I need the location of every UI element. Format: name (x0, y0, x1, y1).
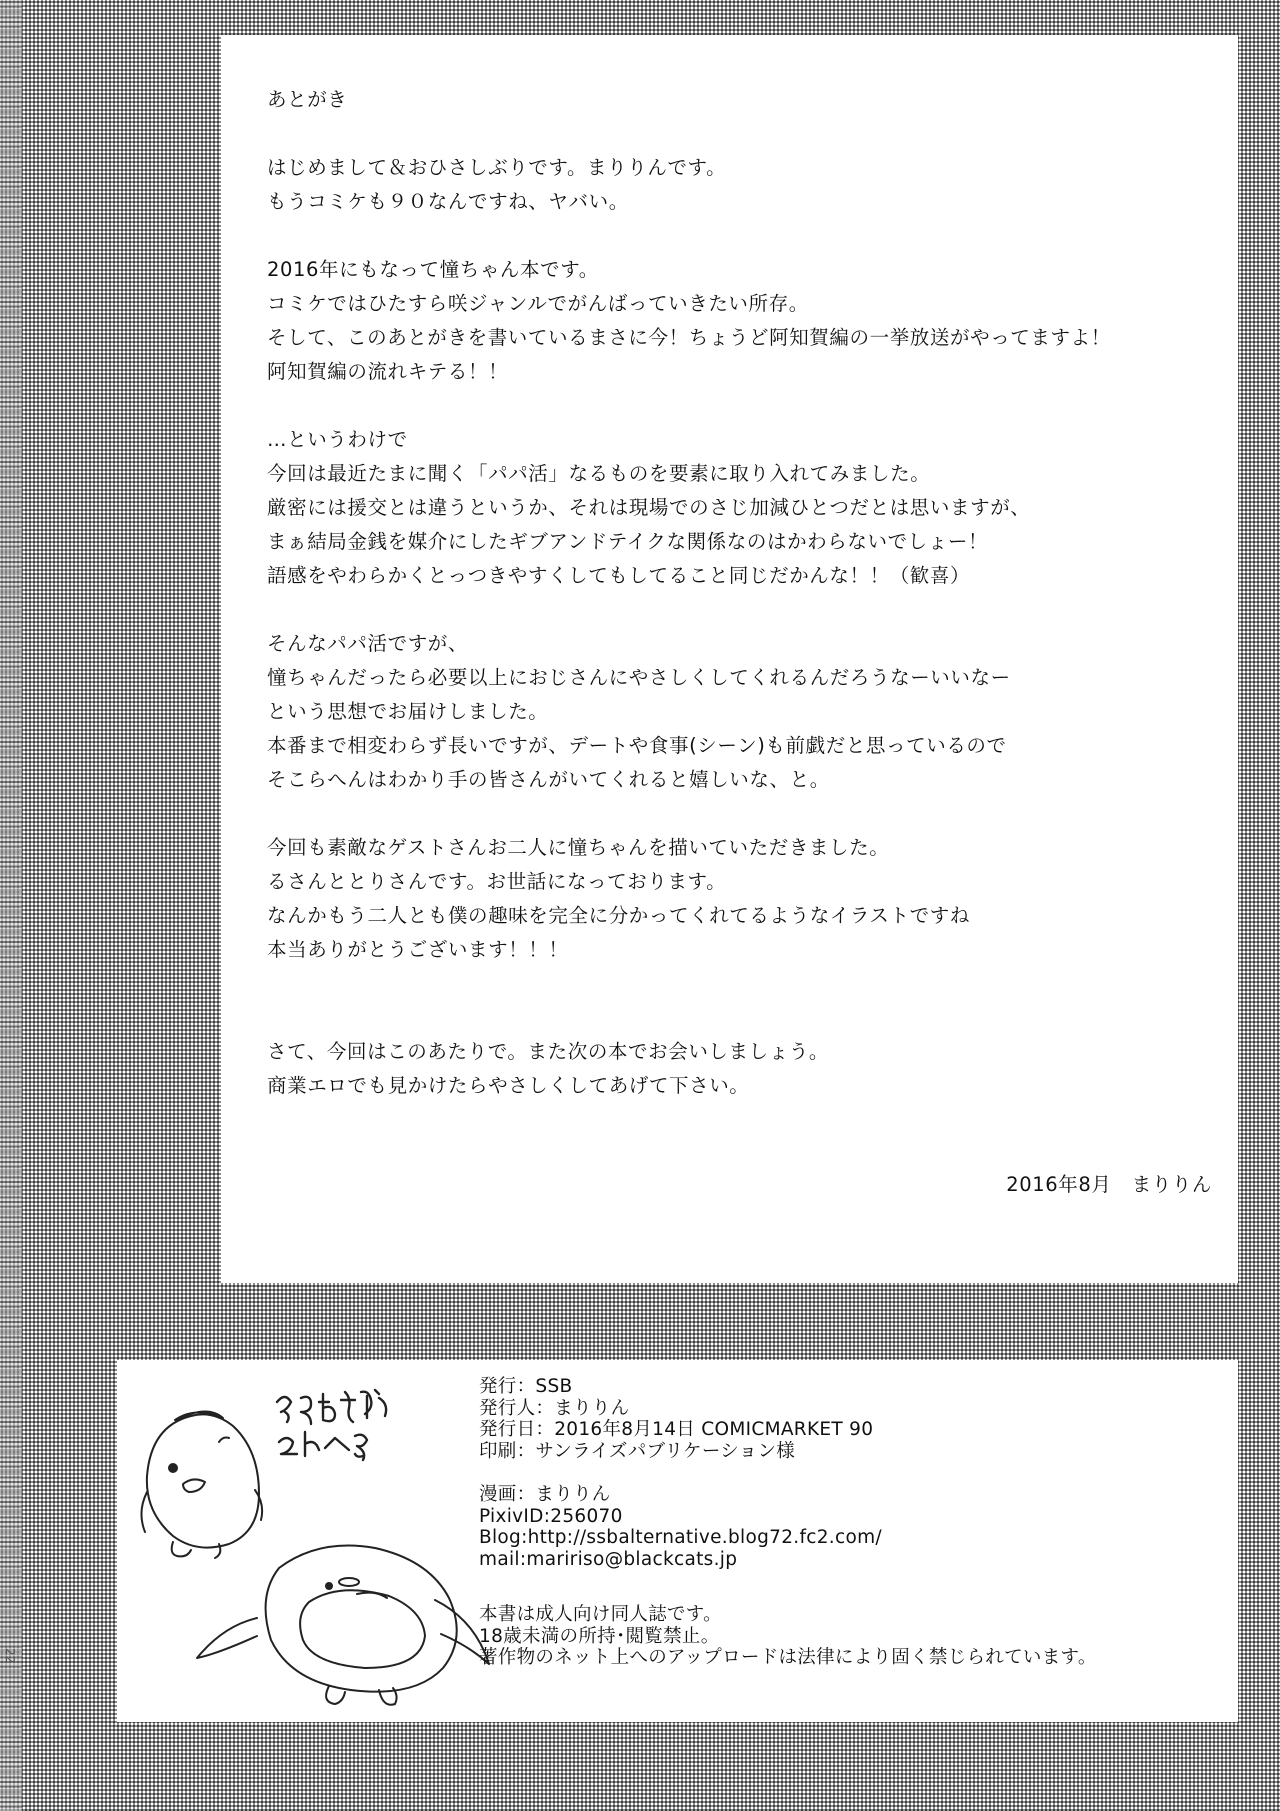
paragraph-greeting (267, 151, 1207, 219)
artist: 漫画：まりりん (479, 1484, 611, 1505)
paragraph-guests (267, 831, 1207, 967)
text-line: 今回も素敵なゲストさんお二人に憧ちゃんを描いていただきました。 (267, 836, 890, 859)
text-line: さて、今回はこのあたりで。また次の本でお会いしましょう。 (267, 1040, 830, 1063)
text-line: はじめまして＆おひさしぶりです。まりりんです。 (267, 156, 727, 179)
text-line: 本当ありがとうございます！！！ (267, 938, 569, 961)
text-line: 厳密には援交とは違うというか、それは現場でのさじ加減ひとつだとは思いますが、 (267, 496, 1031, 519)
text-line: そこらへんはわかり手の皆さんがいてくれると嬉しいな、と。 (267, 768, 830, 791)
text-line: そして、このあとがきを書いているまさに今！ちょうど阿知賀編の一挙放送がやってますよ！ (267, 326, 1111, 349)
paragraph-concept (267, 627, 1207, 797)
text-line: るさんととりさんです。お世話になっております。 (267, 870, 727, 893)
printer: 印刷：サンライズパブリケーション様 (479, 1440, 796, 1462)
pixiv-id: PixivID:256070 (479, 1505, 623, 1527)
text-line: コミケではひたすら咲ジャンルでがんばっていきたい所存。 (267, 292, 809, 315)
afterword-heading (267, 83, 1207, 117)
text-line: まぁ結局金銭を媒介にしたギブアンドテイクな関係なのはかわらないでしょー！ (267, 530, 989, 553)
text-line: 阿知賀編の流れキテる！！ (267, 360, 509, 383)
halftone-edge-strip (0, 0, 22, 1811)
publication-date: 発行日：2016年8月14日 COMICMARKET 90 (479, 1419, 874, 1440)
upper-penguin (141, 1411, 262, 1558)
page-number: 22 (3, 1648, 17, 1664)
text-line: …というわけで (267, 428, 408, 451)
doodle-caption-handwriting (277, 1390, 386, 1460)
text-line: という思想でお届けしました。 (267, 700, 549, 723)
age-restriction-notice: 18歳未満の所持･閲覧禁止。 (479, 1625, 720, 1647)
paragraph-theme (267, 423, 1207, 593)
paragraph-closing (267, 1035, 1207, 1103)
afterword-panel (221, 35, 1238, 1283)
paragraph-book-intro (267, 253, 1207, 389)
publisher: 発行：SSB (479, 1376, 573, 1397)
signature: 2016年8月 まりりん (1006, 1173, 1212, 1196)
colophon-panel (117, 1360, 1238, 1722)
lower-penguin (197, 1546, 489, 1705)
text-line: 2016年にもなって憧ちゃん本です。 (267, 258, 599, 281)
publication-info (479, 1376, 1229, 1669)
text-line: そんなパパ活ですが、 (267, 632, 469, 655)
spacer (479, 1462, 1229, 1484)
spacer (479, 1570, 1229, 1604)
text-line: 本番まで相変わらず長いですが、デートや食事(シーン)も前戯だと思っているので (267, 734, 1007, 757)
afterword-text (267, 83, 1207, 1137)
text-line: 憧ちゃんだったら必要以上におじさんにやさしくしてくれるんだろうなーいいなー (267, 666, 1011, 689)
adult-notice: 本書は成人向け同人誌です。 (479, 1604, 722, 1625)
text-line: もうコミケも９０なんですね、ヤバい。 (267, 190, 629, 213)
text-line: 語感をやわらかくとっつきやすくしてもしてること同じだかんな！！（歓喜） (267, 564, 971, 587)
text-line: 今回は最近たまに聞く「パパ活」なるものを要素に取り入れてみました。 (267, 462, 931, 485)
afterword-title: あとがき (267, 88, 348, 111)
text-line: なんかもう二人とも僕の趣味を完全に分かってくれてるようなイラストですね (267, 904, 970, 927)
blog-url: Blog:http://ssbalternative.blog72.fc2.com/ (479, 1527, 882, 1548)
copyright-notice: 著作物のネット上へのアップロードは法律により固く禁じられています。 (479, 1647, 1097, 1668)
issuer: 発行人：まりりん (479, 1397, 630, 1419)
mail-address: mail:maririso@blackcats.jp (479, 1548, 738, 1570)
text-line: 商業エロでも見かけたらやさしくしてあげて下さい。 (267, 1074, 750, 1097)
